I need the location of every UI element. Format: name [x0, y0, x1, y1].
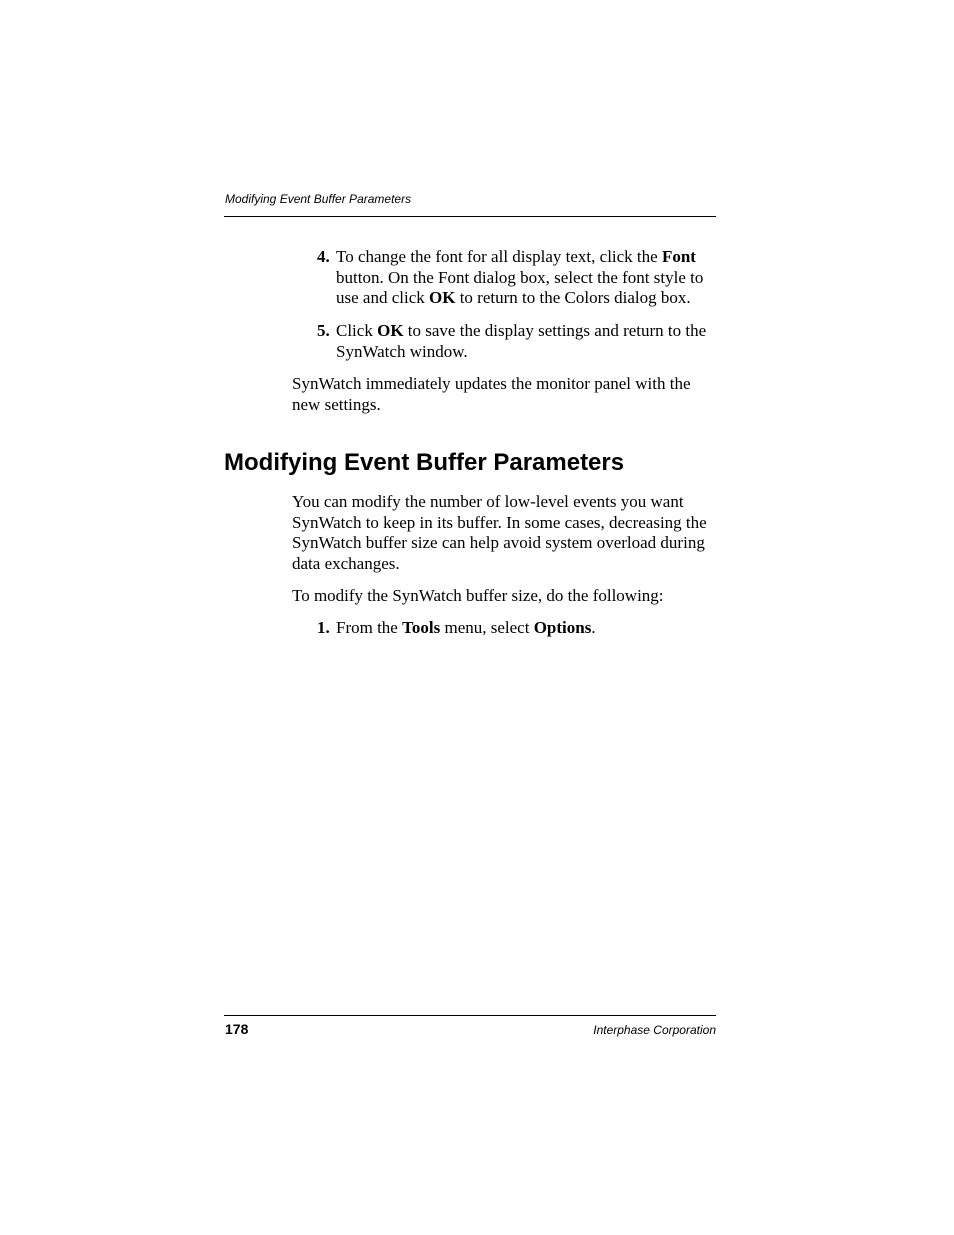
footer-rule — [224, 1015, 716, 1016]
step-number: 5. — [317, 321, 330, 340]
paragraph-line: SynWatch to keep in its buffer. In some cases, decreasing the — [292, 512, 707, 532]
step-number: 1. — [317, 618, 330, 637]
step-text-segment: to save the display settings and return to the — [403, 321, 707, 340]
step-text-line: button. On the Font dialog box, select the font style to — [336, 267, 704, 287]
instruction-paragraph — [292, 586, 722, 607]
page-number: 178 — [225, 1021, 249, 1037]
header-rule — [224, 216, 716, 217]
paragraph-line: You can modify the number of low-level events you want — [292, 492, 684, 511]
step-text-segment: Click — [336, 321, 378, 340]
update-paragraph — [292, 374, 722, 415]
step-text-segment: to return to the Colors dialog box. — [455, 288, 691, 307]
step-text — [336, 618, 717, 639]
step-text — [336, 247, 717, 309]
paragraph-line: SynWatch buffer size can help avoid system overload during — [292, 533, 705, 552]
intro-paragraph — [292, 492, 722, 574]
ok-button-reference: OK — [429, 288, 456, 307]
step-text-segment: From the — [336, 618, 403, 637]
step-text-line: SynWatch window. — [336, 341, 468, 361]
company-name: Interphase Corporation — [593, 1023, 716, 1037]
step-text — [336, 321, 717, 362]
section-title: Modifying Event Buffer Parameters — [224, 449, 625, 476]
step-text-segment: menu, select — [440, 618, 534, 637]
step-number: 4. — [317, 247, 330, 266]
options-menu-item-reference: Options — [533, 618, 592, 637]
paragraph-line: SynWatch immediately updates the monitor panel with the — [292, 374, 691, 393]
font-button-reference: Font — [661, 247, 696, 266]
paragraph-line: data exchanges. — [292, 553, 400, 573]
step-1 — [317, 618, 717, 639]
step-text-segment: To change the font for all display text, click the — [336, 247, 662, 266]
step-text-segment: . — [591, 618, 596, 637]
paragraph-line: To modify the SynWatch buffer size, do the following: — [292, 586, 664, 605]
step-5 — [317, 321, 717, 362]
running-header: Modifying Event Buffer Parameters — [225, 192, 412, 206]
step-text-segment: use and click — [336, 288, 429, 307]
ok-button-reference: OK — [377, 321, 404, 340]
step-4 — [317, 247, 717, 309]
tools-menu-reference: Tools — [402, 618, 441, 637]
paragraph-line: new settings. — [292, 394, 381, 414]
